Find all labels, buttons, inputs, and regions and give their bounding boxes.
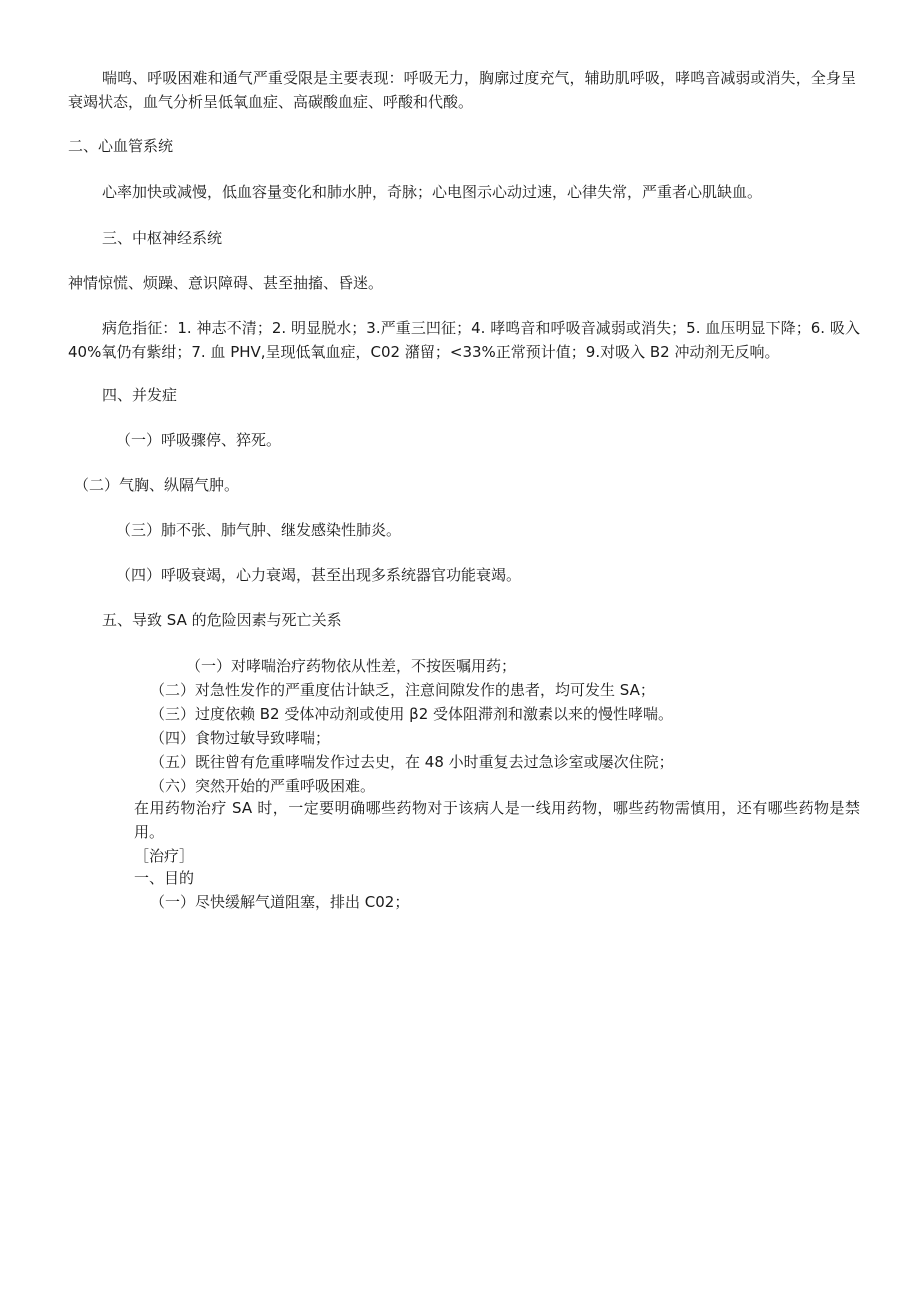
risk-item-1: （一）对哮喘治疗药物依从性差，不按医嘱用药； [186, 657, 517, 675]
risk-item-4: （四）食物过敏导致哮喘； [150, 729, 331, 747]
complication-item-3: （三）肺不张、肺气肿、继发感染性肺炎。 [116, 521, 402, 539]
purpose-item-1: （一）尽快缓解气道阻塞，排出 C02； [150, 893, 410, 911]
paragraph-central-nervous: 神情惊慌、烦躁、意识障碍、甚至抽搐、昏迷。 [68, 274, 384, 292]
risk-item-6: （六）突然开始的严重呼吸困难。 [150, 777, 376, 795]
heading-complications: 四、并发症 [102, 386, 178, 404]
heading-purpose: 一、目的 [134, 869, 195, 887]
paragraph-critical-signs: 病危指征：1. 神志不清；2. 明显脱水；3.严重三凹征；4. 哮鸣音和呼吸音减弱或消失；5. 血压明显下降；6. 吸入 40%氧仍有紫绀；7. 血 PHV,呈现低氧血症，C02 潴留；<33%正常预计值；9.对吸入 B2 冲动剂无反响。 [68, 319, 860, 361]
paragraph-respiratory-signs: 喘鸣、呼吸困难和通气严重受限是主要表现：呼吸无力，胸廓过度充气，辅助肌呼吸，哮鸣音减弱或消失，全身呈衰竭状态，血气分析呈低氧血症、高碳酸血症、呼酸和代酸。 [68, 69, 856, 111]
complication-item-4: （四）呼吸衰竭，心力衰竭，甚至出现多系统器官功能衰竭。 [116, 566, 522, 584]
heading-cardiovascular: 二、心血管系统 [68, 137, 174, 155]
section-label-treatment: ［治疗］ [134, 847, 195, 865]
risk-item-2: （二）对急性发作的严重度估计缺乏，注意间隙发作的患者，均可发生 SA； [150, 681, 655, 699]
complication-item-1: （一）呼吸骤停、猝死。 [116, 431, 282, 449]
paragraph-drug-caution: 在用药物治疗 SA 时，一定要明确哪些药物对于该病人是一线用药物，哪些药物需慎用，还有哪些药物是禁用。 [134, 799, 860, 841]
heading-central-nervous: 三、中枢神经系统 [102, 229, 223, 247]
heading-risk-factors: 五、导致 SA 的危险因素与死亡关系 [102, 611, 342, 629]
risk-item-3: （三）过度依赖 B2 受体冲动剂或使用 β2 受体阻滞剂和激素以来的慢性哮喘。 [150, 705, 674, 723]
paragraph-cardiovascular: 心率加快或减慢，低血容量变化和肺水肿，奇脉；心电图示心动过速，心律失常，严重者心肌缺血。 [102, 183, 763, 201]
complication-item-2: （二）气胸、纵隔气肿。 [74, 476, 240, 494]
risk-item-5: （五）既往曾有危重哮喘发作过去史，在 48 小时重复去过急诊室或屡次住院； [150, 753, 674, 771]
